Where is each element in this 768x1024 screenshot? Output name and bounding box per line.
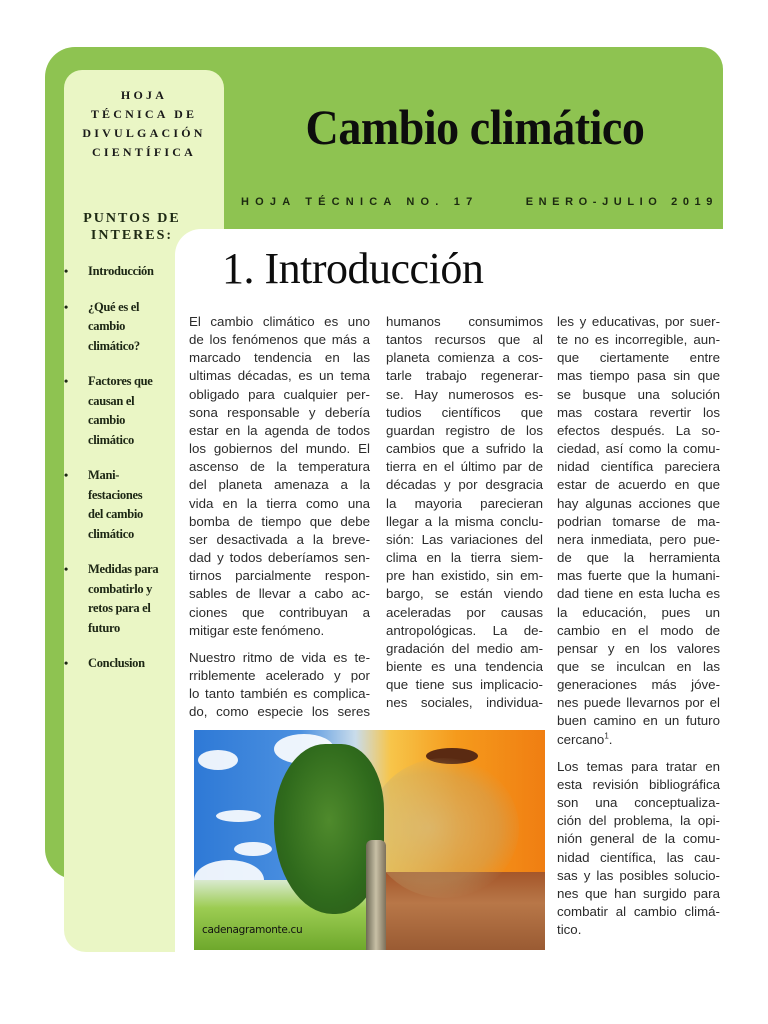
masthead-line: CIENTÍFICA xyxy=(91,145,196,159)
toc-heading xyxy=(64,210,200,244)
issue-number: HOJA TÉCNICA NO. 17 xyxy=(241,196,479,208)
paragraph-line: planeta comienza a cos- xyxy=(386,350,543,366)
paragraph xyxy=(557,313,720,749)
text-column-2 xyxy=(386,313,543,721)
paragraph-line: que tiene sus implicacio- xyxy=(386,677,543,693)
paragraph-line: nes puede llevarnos por el xyxy=(557,695,720,711)
paragraph-line: tirnos parcialmente respon- xyxy=(189,568,370,584)
toc-item-label: Introducción xyxy=(88,264,154,278)
paragraph-line: dad y todos deberíamos sen- xyxy=(189,550,370,566)
paragraph-lines xyxy=(557,313,720,731)
paragraph-line: dad tiene en esta lucha es xyxy=(557,586,720,602)
cloud-shape xyxy=(198,750,238,770)
paragraph-line: nera inmediata, pero pue- xyxy=(557,531,720,547)
paragraph-line: aceleradas por causas xyxy=(386,604,543,620)
paragraph xyxy=(557,758,720,940)
toc-item-label: combatirlo y xyxy=(88,581,153,596)
toc-item-que-es[interactable] xyxy=(64,298,179,357)
bullet-icon: • xyxy=(64,374,68,388)
paragraph-line: estar en la agenda de todos xyxy=(189,422,370,438)
paragraph-line: esta revisión bibliográfica xyxy=(557,776,720,792)
paragraph-line: que se inculcan en las xyxy=(557,658,720,674)
toc-item-label: del cambio xyxy=(88,507,143,521)
toc-item-label: Conclusion xyxy=(88,656,145,670)
tree-trunk-shape xyxy=(366,840,386,950)
paragraph-line: sables de llevar a cabo ac- xyxy=(189,586,370,602)
toc-item-label: Mani- xyxy=(88,468,120,482)
paragraph-line: Nuestro ritmo de vida es te- xyxy=(189,649,370,665)
paragraph-line: la educación, pues un xyxy=(557,604,720,620)
toc-item-label: climático xyxy=(88,432,134,447)
paragraph xyxy=(189,649,370,722)
toc-item-factores[interactable] xyxy=(64,372,179,450)
paragraph-line: biente es una tendencia xyxy=(386,658,543,674)
toc-heading-line: PUNTOS DE xyxy=(83,211,181,226)
paragraph-line: Los temas para tratar en xyxy=(557,758,720,774)
paragraph-line: ciedad, así como la comu- xyxy=(557,441,720,457)
document-title: Cambio climático xyxy=(305,99,645,155)
issue-period: ENERO-JULIO 2019 xyxy=(525,196,718,208)
paragraph-line: mas tiempo pasa sin que xyxy=(557,368,720,384)
paragraph-line: les y educativas, por suer- xyxy=(557,314,720,329)
paragraph-line: buen camino en un futuro xyxy=(557,713,720,729)
paragraph-line: tudios científicos que xyxy=(386,404,543,420)
paragraph-line: vida en la tierra como una xyxy=(189,495,370,511)
toc-item-label: Medidas para xyxy=(88,562,159,576)
paragraph-line: gradación del medio am- xyxy=(386,640,543,656)
paragraph-line: mas fuerte que la humani- xyxy=(557,568,720,584)
paragraph-line: combatir al cambio climá- xyxy=(557,904,720,919)
paragraph-line: tico. xyxy=(557,922,582,938)
cloud-shape xyxy=(216,810,261,822)
text: . xyxy=(608,731,613,747)
paragraph-line: rriblemente acelerado y por xyxy=(189,667,370,683)
paragraph-line: se busque una solución xyxy=(557,386,720,402)
text-column-1 xyxy=(189,313,370,730)
text-column-3 xyxy=(557,313,720,948)
paragraph-line: nes que han surgido para xyxy=(557,885,720,901)
paragraph-line: estar de acuerdo en que xyxy=(557,477,720,493)
paragraph-line: marcado tendencia en las xyxy=(189,350,370,366)
paragraph-line: te no es incorregible, aun- xyxy=(557,332,720,348)
toc-item-introduccion[interactable] xyxy=(64,262,179,282)
paragraph-line: mitigar este fenómeno. xyxy=(189,622,325,638)
toc-item-conclusion[interactable] xyxy=(64,654,179,674)
publication-masthead xyxy=(64,86,224,162)
paragraph xyxy=(189,313,370,640)
paragraph-line: tarle trabajo regenerar- xyxy=(386,368,543,384)
section-heading: 1. Introducción xyxy=(222,244,484,293)
paragraph-line: los gobiernos del mundo. El xyxy=(189,441,370,457)
paragraph-line: nión general de la comu- xyxy=(557,831,720,847)
paragraph-line: lo tanto también es complica- xyxy=(189,686,370,702)
paragraph-line: sona responsable y debería xyxy=(189,404,370,420)
paragraph-line: son una conceptualiza- xyxy=(557,795,720,811)
paragraph-line: guardan registro de los xyxy=(386,422,543,438)
bullet-icon: • xyxy=(64,264,68,278)
toc-item-medidas[interactable] xyxy=(64,560,179,638)
toc-item-label: ¿Qué es el xyxy=(88,299,140,314)
paragraph-line: bomba de tiempo que debe xyxy=(189,513,370,529)
paragraph-line: llegar a la misma conclu- xyxy=(386,513,543,529)
paragraph-line: do, como especie los seres xyxy=(189,704,370,720)
paragraph-line: hay algunas acciones que xyxy=(557,495,720,511)
paragraph-line: nidad científica pareciera xyxy=(557,459,720,475)
paragraph-line: de los fenómenos que más a xyxy=(189,332,370,348)
toc-item-label: causan el xyxy=(88,393,135,408)
paragraph-line: efectos después. La so- xyxy=(557,422,720,438)
paragraph-line: ción del problema, la opi- xyxy=(557,813,720,829)
paragraph-line: se. Hay numerosos es- xyxy=(386,386,543,402)
paragraph-line: cambios que a sufrido la xyxy=(386,441,543,457)
toc-item-manifestaciones[interactable] xyxy=(64,466,179,544)
bullet-icon: • xyxy=(64,562,68,576)
masthead-line: HOJA xyxy=(120,88,168,102)
toc-item-label: futuro xyxy=(88,620,121,635)
toc-heading-line: INTERES: xyxy=(90,228,174,243)
paragraph-line: décadas y por desgracia xyxy=(386,477,543,493)
paragraph-line: tantos recursos que al xyxy=(386,332,543,348)
toc-item-label: cambio xyxy=(88,319,126,333)
climate-change-image xyxy=(194,730,545,950)
paragraph-line: cambio en el modo de xyxy=(557,622,720,638)
paragraph-line: humanos consumimos xyxy=(386,314,543,329)
image-credit: cadenagramonte.cu xyxy=(202,924,303,936)
paragraph-line: ultimas décadas, es un tema xyxy=(189,368,370,384)
toc-item-label: festaciones xyxy=(88,487,143,502)
bullet-icon: • xyxy=(64,299,68,314)
paragraph-line: sión: Las variaciones del xyxy=(386,531,543,547)
text: cercano xyxy=(557,731,605,747)
paragraph-line: obligado para cualquier per- xyxy=(189,386,370,402)
paragraph-line: El cambio climático es uno xyxy=(189,314,370,329)
toc-item-label: retos para el xyxy=(88,601,151,615)
footnote-ref[interactable]: 1 xyxy=(604,731,609,741)
paragraph-line: podrian tomarse de ma- xyxy=(557,513,720,529)
paragraph-line xyxy=(557,731,720,749)
paragraph-line: antropológicas. La de- xyxy=(386,622,543,638)
masthead-line: TÉCNICA DE xyxy=(90,107,198,121)
toc-list xyxy=(64,262,179,690)
paragraph-line: sas y las posibles solucio- xyxy=(557,867,720,883)
cloud-shape xyxy=(234,842,272,856)
paragraph xyxy=(386,313,543,712)
paragraph-line: tierra en el último par de xyxy=(386,459,543,475)
paragraph-line: pre han existido, sin em- xyxy=(386,568,543,584)
paragraph-line: pensar y en los valores xyxy=(557,640,720,656)
paragraph-line: nes sociales, individua- xyxy=(386,695,543,711)
paragraph-line: del planeta amenaza a la xyxy=(189,477,370,493)
toc-item-label: climático? xyxy=(88,338,140,353)
paragraph-line: mas costara revertir los xyxy=(557,404,720,420)
paragraph-line: ciones que contribuyan a xyxy=(189,604,370,620)
paragraph-line: ascenso de la temperatura xyxy=(189,459,370,475)
paragraph-line: nidad científica, las cau- xyxy=(557,849,720,865)
paragraph-line: la mayoria parecieran xyxy=(386,495,543,511)
bare-tree-shape xyxy=(369,758,519,898)
paragraph-line: ser desactivada a la breve- xyxy=(189,531,370,547)
toc-item-label: cambio xyxy=(88,413,126,427)
paragraph-line: generaciones más jóve- xyxy=(557,677,720,693)
masthead-line: DIVULGACIÓN xyxy=(82,126,206,140)
toc-item-label: Factores que xyxy=(88,374,153,388)
bullet-icon: • xyxy=(64,656,68,670)
paragraph-line: bargo, se están viendo xyxy=(386,586,543,602)
paragraph-line: clima en la tierra siem- xyxy=(386,550,543,566)
toc-item-label: climático xyxy=(88,526,134,541)
paragraph-line: de que la herramienta xyxy=(557,550,720,566)
paragraph-line: que ciertamente entre xyxy=(557,350,720,366)
bullet-icon: • xyxy=(64,468,68,482)
